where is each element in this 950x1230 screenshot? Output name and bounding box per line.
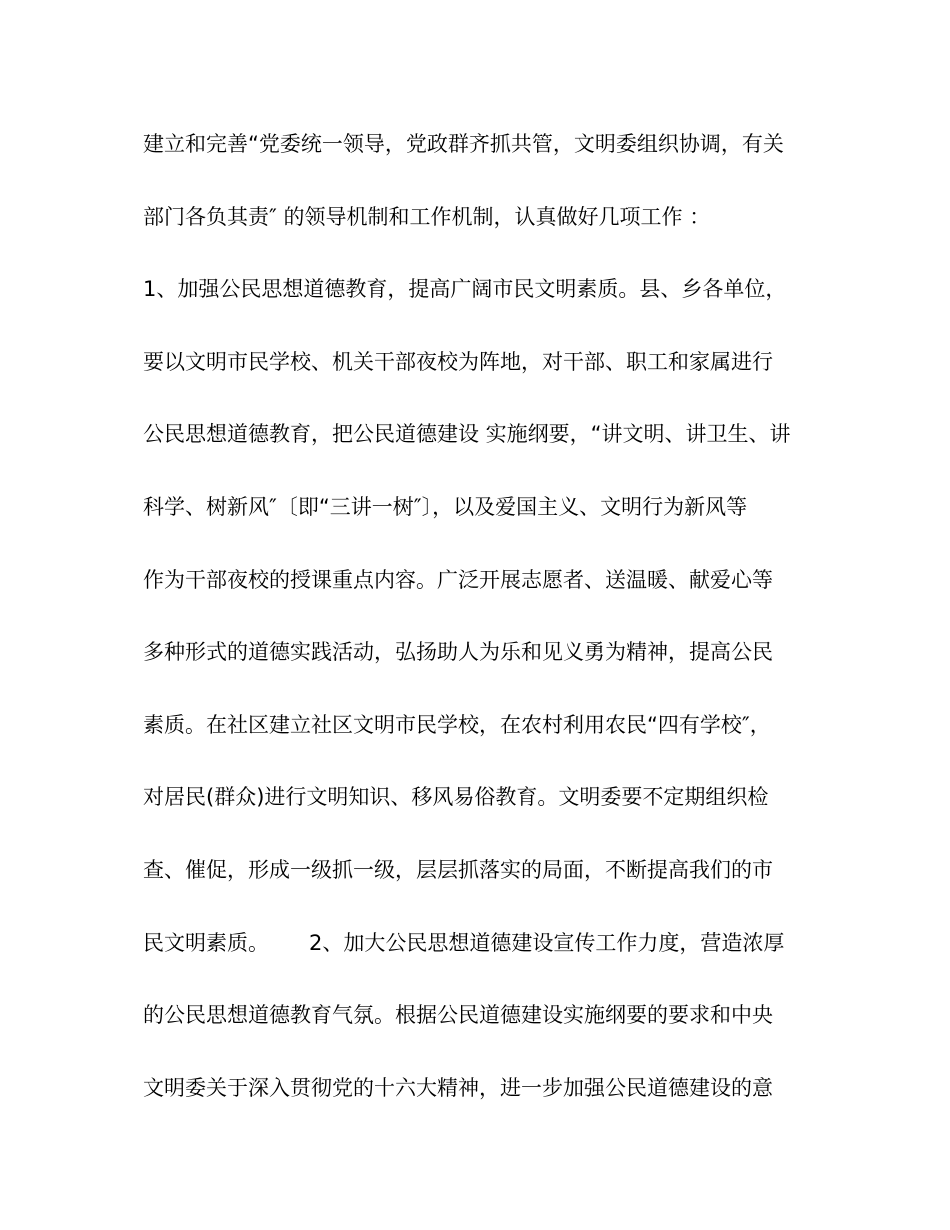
text-line: 作为干部夜校的授课重点内容。广泛开展志愿者、送温暖、献爱心等	[143, 567, 773, 592]
body-text	[143, 124, 813, 1140]
text-line: 民文明素质。 2、加大公民思想道德建设宣传工作力度，营造浓厚	[143, 930, 785, 955]
text-line: 公民思想道德教育，把公民道德建设 实施纲要，“讲文明、讲卫生、讲	[143, 422, 791, 447]
text-line: 多种形式的道德实践活动，弘扬助人为乐和见义勇为精神，提高公民	[143, 640, 773, 665]
text-line: 科学、树新风″〔即“三讲一树″〕，以及爱国主义、文明行为新风等	[143, 494, 748, 519]
text-line: 要以文明市民学校、机关干部夜校为阵地，对干部、职工和家属进行	[143, 349, 773, 374]
text-line: 素质。在社区建立社区文明市民学校，在农村利用农民“四有学校″，	[143, 712, 771, 737]
text-line: 文明委关于深入贯彻党的十六大精神，进一步加强公民道德建设的意	[143, 1075, 773, 1100]
text-line: 建立和完善“党委统一领导，党政群齐抓共管，文明委组织协调，有关	[143, 132, 784, 156]
text-line: 部门各负其责″ 的领导机制和工作机制，认真做好几项工作 ：	[143, 204, 711, 229]
text-line: 1、加强公民思想道德教育，提高广阔市民文明素质。县、乡各单位，	[143, 277, 787, 302]
text-line: 的公民思想道德教育气氛。根据公民道德建设实施纲要的要求和中央	[143, 1003, 773, 1028]
text-line: 查、催促，形成一级抓一级，层层抓落实的局面，不断提高我们的市	[143, 857, 773, 882]
text-line: 对居民(群众)进行文明知识、移风易俗教育。文明委要不定期组织检	[143, 785, 769, 810]
